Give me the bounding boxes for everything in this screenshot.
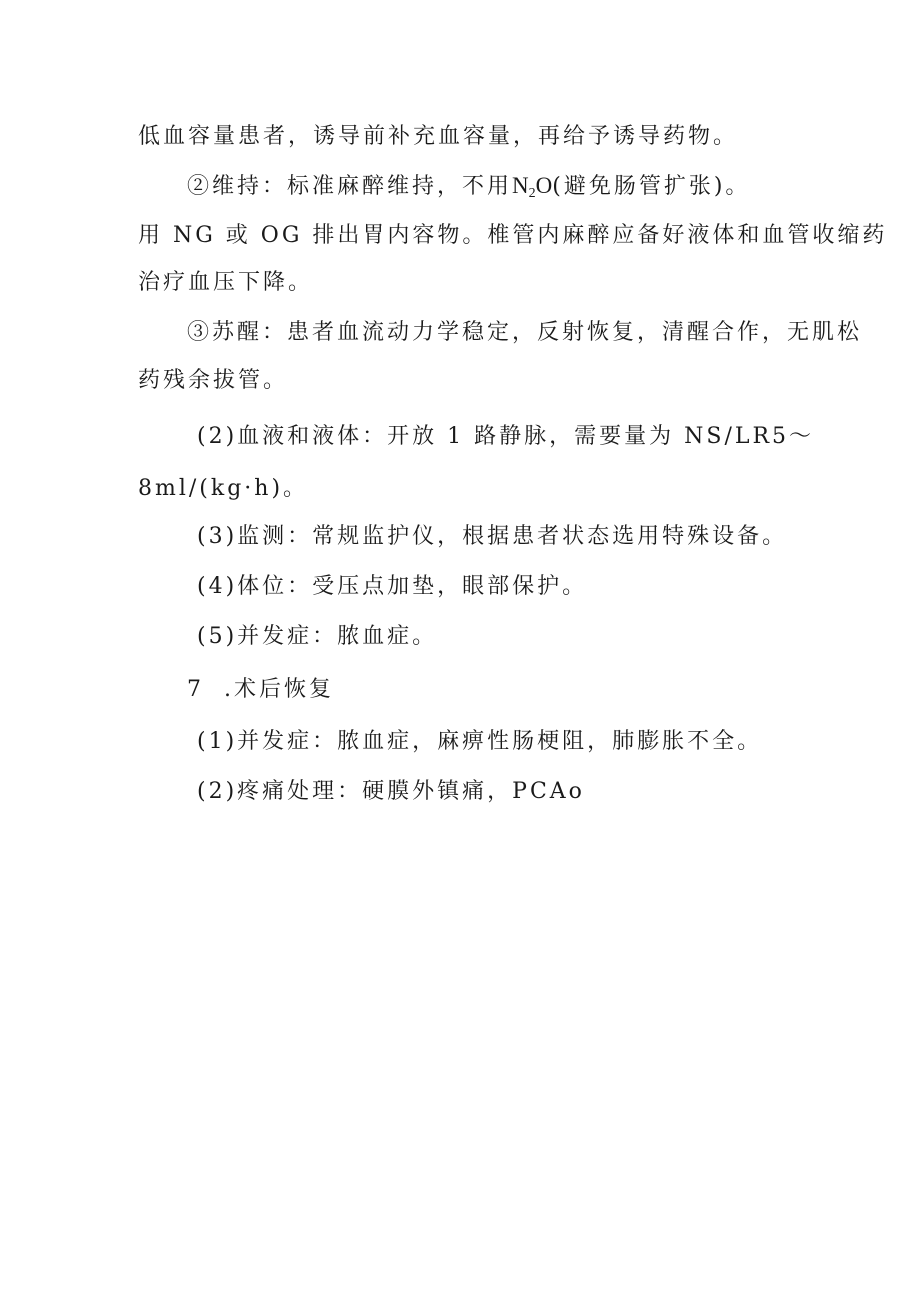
- text-line-3: 用 NG 或 OG 排出胃内容物。椎管内麻醉应备好液体和血管收缩药: [138, 223, 888, 248]
- n2o-note: (避免肠管扩张)。: [552, 174, 751, 199]
- text-line-5: ③苏醒：患者血流动力学稳定，反射恢复，清醒合作，无肌松: [187, 320, 863, 345]
- text-line-2: [187, 171, 750, 209]
- text-line-1: 低血容量患者，诱导前补充血容量，再给予诱导药物。: [138, 124, 739, 149]
- text-line-11: (5)并发症：脓血症。: [197, 624, 438, 649]
- text-line-8: 8ml/(kg·h)。: [138, 476, 309, 501]
- text-line-13: (1)并发症：脓血症，麻痹性肠梗阻，肺膨胀不全。: [197, 729, 763, 754]
- text-line-14: (2)疼痛处理：硬膜外镇痛，PCAo: [197, 779, 585, 804]
- text-line-7: (2)血液和液体：开放 1 路静脉，需要量为 NS/LR5～: [197, 424, 815, 449]
- text-line-4: 治疗血压下降。: [138, 270, 314, 295]
- text-line-10: (4)体位：受压点加垫，眼部保护。: [197, 574, 588, 599]
- text-line-9: (3)监测：常规监护仪，根据患者状态选用特殊设备。: [197, 524, 788, 549]
- section-heading-7: 7 .术后恢复: [187, 677, 334, 702]
- maintain-label: ②维持：标准麻醉维持，不用: [187, 174, 513, 199]
- text-line-6: 药残余拔管。: [138, 368, 289, 393]
- n2o-formula: $N_2O$: [512, 173, 553, 201]
